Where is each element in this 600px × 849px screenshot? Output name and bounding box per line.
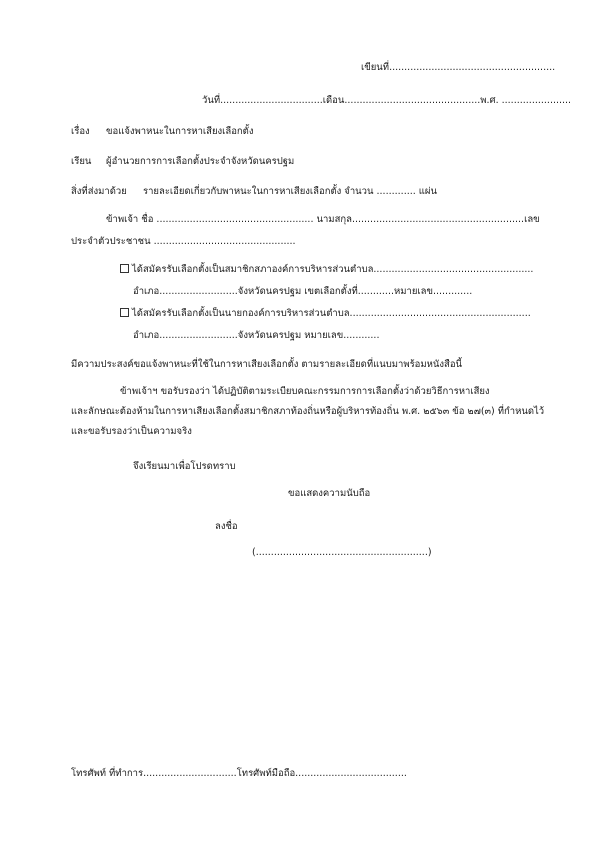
subject-text: ขอแจ้งพาหนะในการหาเสียงเลือกตั้ง xyxy=(106,126,254,137)
to-text: ผู้อำนวยการการเลือกตั้งประจำจังหวัดนครปฐม xyxy=(106,156,295,167)
date-line: วันที่..................................เดือน.............................................พ.ศ. ....................... xyxy=(202,95,572,106)
signature-label: ลงชื่อ xyxy=(215,521,238,532)
checkbox-tambon-chief[interactable] xyxy=(120,308,129,317)
checkbox-tambon-member[interactable] xyxy=(120,264,129,273)
attachment-label: สิ่งที่ส่งมาด้วย xyxy=(71,186,127,197)
purpose-text: มีความประสงค์ขอแจ้งพาหนะที่ใช้ในการหาเสียงเลือกตั้ง ตามรายละเอียดที่แนบมาพร้อมหนังสือนี้ xyxy=(71,359,463,370)
phone-line: โทรศัพท์ ที่ทำการ...............................โทรศัพท์มือถือ..................................... xyxy=(71,768,407,779)
closing-text: จึงเรียนมาเพื่อโปรดทราบ xyxy=(133,461,236,472)
certify-line-1: ข้าพเจ้าฯ ขอรับรองว่า ได้ปฏิบัติตามระเบียบคณะกรรมการการเลือกตั้งว่าด้วยวิธีการหาเสียง xyxy=(120,386,490,397)
attachment-text: รายละเอียดเกี่ยวกับพาหนะในการหาเสียงเลือกตั้ง จำนวน ............. แผ่น xyxy=(143,186,437,197)
option-tambon-chief-text: ได้สมัครรับเลือกตั้งเป็นนายกองค์การบริหารส่วนตำบล............................................................ xyxy=(132,308,531,319)
applicant-id-line: ประจำตัวประชาชน ............................................... xyxy=(71,236,296,247)
certify-line-3: และขอรับรองว่าเป็นความจริง xyxy=(71,426,192,437)
option-tambon-member-detail: อำเภอ..........................จังหวัดนครปฐม เขตเลือกตั้งที่............หมายเลข............. xyxy=(133,286,473,297)
option-tambon-chief xyxy=(120,308,531,319)
certify-line-2: และลักษณะต้องห้ามในการหาเสียงเลือกตั้งสมาชิกสภาท้องถิ่นหรือผู้บริหารท้องถิ่น พ.ศ. ๒๕๖๓ ข้อ ๒๗(๓) ที่กำหนดไว้ xyxy=(71,406,545,417)
regards-text: ขอแสดงความนับถือ xyxy=(288,488,371,499)
to-label: เรียน xyxy=(71,156,92,167)
subject-label: เรื่อง xyxy=(71,126,90,137)
option-tambon-member-text: ได้สมัครรับเลือกตั้งเป็นสมาชิกสภาองค์การบริหารส่วนตำบล..................................................... xyxy=(132,264,534,275)
option-tambon-member xyxy=(120,264,533,275)
option-tambon-chief-detail: อำเภอ..........................จังหวัดนครปฐม หมายเลข............ xyxy=(133,330,380,341)
written-at: เขียนที่....................................................... xyxy=(361,62,556,73)
signature-name: (.........................................................) xyxy=(252,547,432,558)
applicant-name-line: ข้าพเจ้า ชื่อ .................................................... นามสกุล.........................................................เลข xyxy=(106,214,540,225)
